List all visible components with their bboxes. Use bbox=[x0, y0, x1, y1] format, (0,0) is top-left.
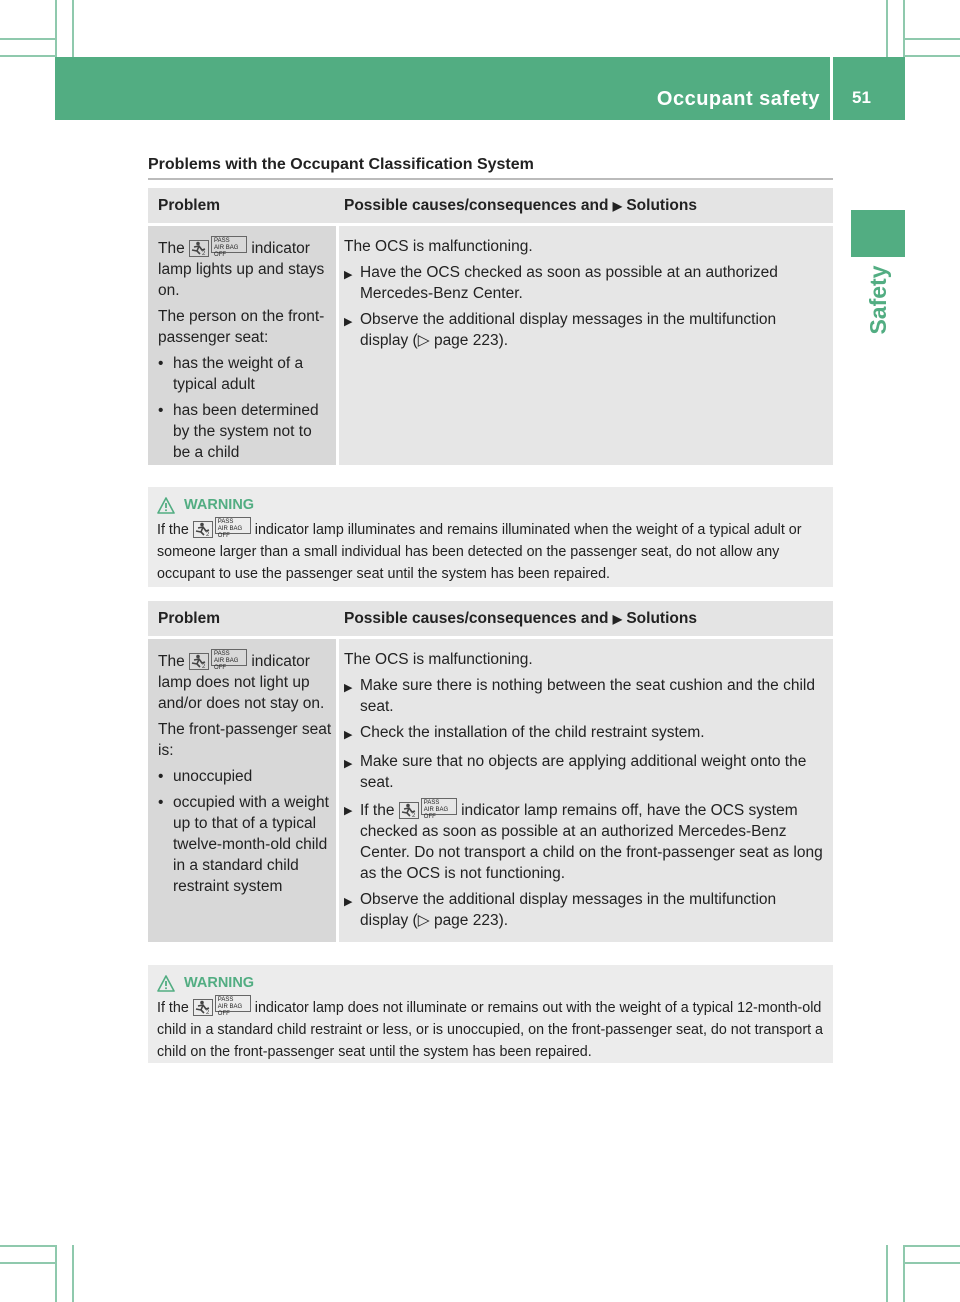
occupant-lamp-icon bbox=[193, 999, 213, 1016]
lamp-line3: OFF bbox=[214, 252, 227, 258]
step-text: Check the installation of the child restraint system. bbox=[360, 724, 705, 741]
list-item bbox=[158, 792, 332, 897]
step-arrow-icon: ▶ bbox=[344, 805, 353, 817]
col-header-solutions-tail: Solutions bbox=[626, 609, 697, 627]
crop-mark bbox=[55, 0, 57, 57]
lamp-line1: PASS bbox=[423, 800, 440, 806]
seat-intro: The front-passenger seat is: bbox=[158, 721, 332, 759]
list-item bbox=[344, 262, 827, 304]
lamp-line3: OFF bbox=[423, 814, 436, 820]
crop-mark bbox=[55, 1245, 57, 1302]
step-arrow-icon: ▶ bbox=[344, 729, 353, 741]
problem-description bbox=[158, 649, 332, 714]
occupant-lamp-icon bbox=[399, 802, 419, 819]
step-pre: If the bbox=[360, 802, 395, 819]
col-header-solutions-tail: Solutions bbox=[626, 196, 697, 214]
section-rule bbox=[148, 178, 833, 180]
crop-mark bbox=[72, 0, 74, 57]
list-item bbox=[344, 309, 827, 351]
warning-body: indicator lamp does not illuminate or remains out with the weight of a typical 12-month-old child in a standard child restraint or less, or is unoccupied, on the front-passenger seat, do not transport a child on the front-passenger seat until the system has been repaired. bbox=[157, 1000, 823, 1060]
occupant-lamp-icon bbox=[189, 653, 209, 670]
pass-airbag-off-icon bbox=[211, 236, 247, 258]
occupant-lamp-icon bbox=[193, 521, 213, 538]
crop-mark bbox=[903, 38, 960, 40]
occupant-lamp-icon bbox=[189, 240, 209, 257]
bullet-text: has been determined by the system not to be a child bbox=[173, 402, 319, 461]
step-arrow-icon: ▶ bbox=[344, 269, 353, 281]
list-item bbox=[344, 751, 827, 793]
side-tab-label: Safety bbox=[865, 265, 891, 335]
list-item bbox=[344, 722, 827, 746]
step-text: Make sure there is nothing between the seat cushion and the child seat. bbox=[360, 677, 815, 715]
table-row bbox=[148, 226, 833, 465]
svg-text:2: 2 bbox=[205, 1010, 210, 1015]
step-text: Observe the additional display messages in the multifunction display (▷ page 223). bbox=[360, 891, 777, 929]
step-text bbox=[360, 798, 827, 884]
warning-heading bbox=[157, 494, 825, 516]
section-title: Problems with the Occupant Classification System bbox=[148, 156, 534, 173]
step-body: indicator lamp remains off, have the OCS system checked as soon as possible at an authorized Mercedes-Benz Center. Do not transport a child on the front-passenger seat as long as the OCS is not functioning. bbox=[360, 802, 823, 882]
crop-mark bbox=[0, 1262, 57, 1264]
col-header-solutions bbox=[336, 610, 833, 628]
table-header bbox=[148, 601, 833, 636]
crop-mark bbox=[0, 55, 57, 57]
header-divider bbox=[830, 57, 833, 120]
step-arrow-icon: ▶ bbox=[344, 682, 353, 694]
pass-airbag-off-icon bbox=[215, 517, 251, 539]
problem-text: indicator lamp lights up and stays on. bbox=[158, 240, 325, 299]
play-arrow-icon: ▶ bbox=[612, 198, 623, 213]
warning-title: WARNING bbox=[184, 975, 255, 991]
crop-mark bbox=[903, 1245, 905, 1302]
lamp-line3: OFF bbox=[217, 533, 230, 539]
warning-text bbox=[157, 517, 825, 585]
step-arrow-icon: ▶ bbox=[344, 896, 353, 908]
table-header bbox=[148, 188, 833, 223]
lamp-line1: PASS bbox=[217, 519, 234, 525]
svg-text:2: 2 bbox=[202, 251, 206, 256]
col-header-problem: Problem bbox=[158, 196, 221, 214]
list-item bbox=[344, 798, 827, 884]
problem-table-2 bbox=[148, 601, 833, 942]
warning-box-1 bbox=[148, 487, 833, 587]
lamp-line2: AIR BAG bbox=[214, 658, 239, 664]
crop-mark bbox=[886, 0, 888, 57]
warning-pre: If the bbox=[157, 522, 189, 538]
pass-airbag-off-icon bbox=[421, 798, 457, 820]
svg-text:2: 2 bbox=[205, 532, 210, 537]
solution-cell bbox=[339, 639, 833, 942]
lamp-line1: PASS bbox=[214, 238, 230, 244]
bullet-text: unoccupied bbox=[173, 768, 253, 785]
warning-heading bbox=[157, 972, 825, 994]
bullet-icon: • bbox=[158, 402, 164, 419]
lamp-line2: AIR BAG bbox=[217, 526, 243, 532]
list-item bbox=[158, 766, 332, 787]
warning-box-2 bbox=[148, 965, 833, 1063]
bullet-icon: • bbox=[158, 768, 164, 785]
lamp-line2: AIR BAG bbox=[214, 245, 239, 251]
pass-airbag-off-icon bbox=[211, 649, 247, 671]
problem-pre: The bbox=[158, 240, 185, 257]
list-item bbox=[158, 400, 332, 463]
crop-mark bbox=[903, 55, 960, 57]
crop-mark bbox=[903, 1262, 960, 1264]
col-header-problem: Problem bbox=[158, 609, 221, 627]
step-arrow-icon: ▶ bbox=[344, 316, 353, 328]
solution-cell bbox=[339, 226, 833, 465]
svg-text:2: 2 bbox=[411, 813, 416, 818]
play-arrow-icon: ▶ bbox=[612, 611, 623, 626]
page-header-title: Occupant safety bbox=[656, 88, 820, 110]
bullet-text: has the weight of a typical adult bbox=[173, 355, 304, 393]
crop-mark bbox=[0, 1245, 57, 1247]
warning-text bbox=[157, 995, 825, 1063]
crop-mark bbox=[886, 1245, 888, 1302]
lamp-line2: AIR BAG bbox=[217, 1004, 243, 1010]
page-number: 51 bbox=[852, 88, 871, 107]
crop-mark bbox=[72, 1245, 74, 1302]
problem-table-1 bbox=[148, 188, 833, 465]
lamp-line3: OFF bbox=[214, 665, 227, 671]
lamp-line3: OFF bbox=[217, 1011, 230, 1017]
list-item bbox=[158, 353, 332, 395]
step-text: Have the OCS checked as soon as possible at an authorized Mercedes-Benz Center. bbox=[360, 264, 778, 302]
crop-mark bbox=[903, 1245, 960, 1247]
problem-pre: The bbox=[158, 653, 185, 670]
problem-cell bbox=[148, 639, 336, 942]
crop-mark bbox=[903, 0, 905, 57]
crop-mark bbox=[0, 38, 57, 40]
col-header-solutions bbox=[336, 197, 833, 215]
list-item bbox=[344, 675, 827, 717]
person-intro: The person on the front-passenger seat: bbox=[158, 308, 325, 346]
step-arrow-icon: ▶ bbox=[344, 758, 353, 770]
table-row bbox=[148, 639, 833, 942]
cause-text: The OCS is malfunctioning. bbox=[344, 651, 533, 668]
problem-cell bbox=[148, 226, 336, 465]
problem-text: indicator lamp does not light up and/or does not stay on. bbox=[158, 653, 325, 712]
step-text: Make sure that no objects are applying additional weight onto the seat. bbox=[360, 753, 807, 791]
lamp-line1: PASS bbox=[217, 997, 234, 1003]
bullet-text: occupied with a weight up to that of a typical twelve-month-old child in a standard child restraint system bbox=[173, 794, 329, 895]
svg-text:2: 2 bbox=[202, 664, 206, 669]
warning-triangle-icon bbox=[157, 497, 175, 514]
col-header-solutions-label: Possible causes/consequences and bbox=[344, 609, 609, 627]
warning-body: indicator lamp illuminates and remains illuminated when the weight of a typical adult or someone larger than a small individual has been detected on the passenger seat, do not allow any occupant to use the passenger seat until the system has been repaired. bbox=[157, 522, 802, 582]
warning-title: WARNING bbox=[184, 497, 255, 513]
bullet-icon: • bbox=[158, 355, 164, 372]
warning-pre: If the bbox=[157, 1000, 189, 1016]
pass-airbag-off-icon bbox=[215, 995, 251, 1017]
step-text: Observe the additional display messages in the multifunction display (▷ page 223). bbox=[360, 311, 777, 349]
list-item bbox=[344, 889, 827, 931]
lamp-line2: AIR BAG bbox=[423, 807, 449, 813]
problem-description bbox=[158, 236, 332, 301]
cause-text: The OCS is malfunctioning. bbox=[344, 238, 533, 255]
lamp-line1: PASS bbox=[214, 651, 230, 657]
col-header-solutions-label: Possible causes/consequences and bbox=[344, 196, 609, 214]
bullet-icon: • bbox=[158, 794, 164, 811]
warning-triangle-icon bbox=[157, 975, 175, 992]
